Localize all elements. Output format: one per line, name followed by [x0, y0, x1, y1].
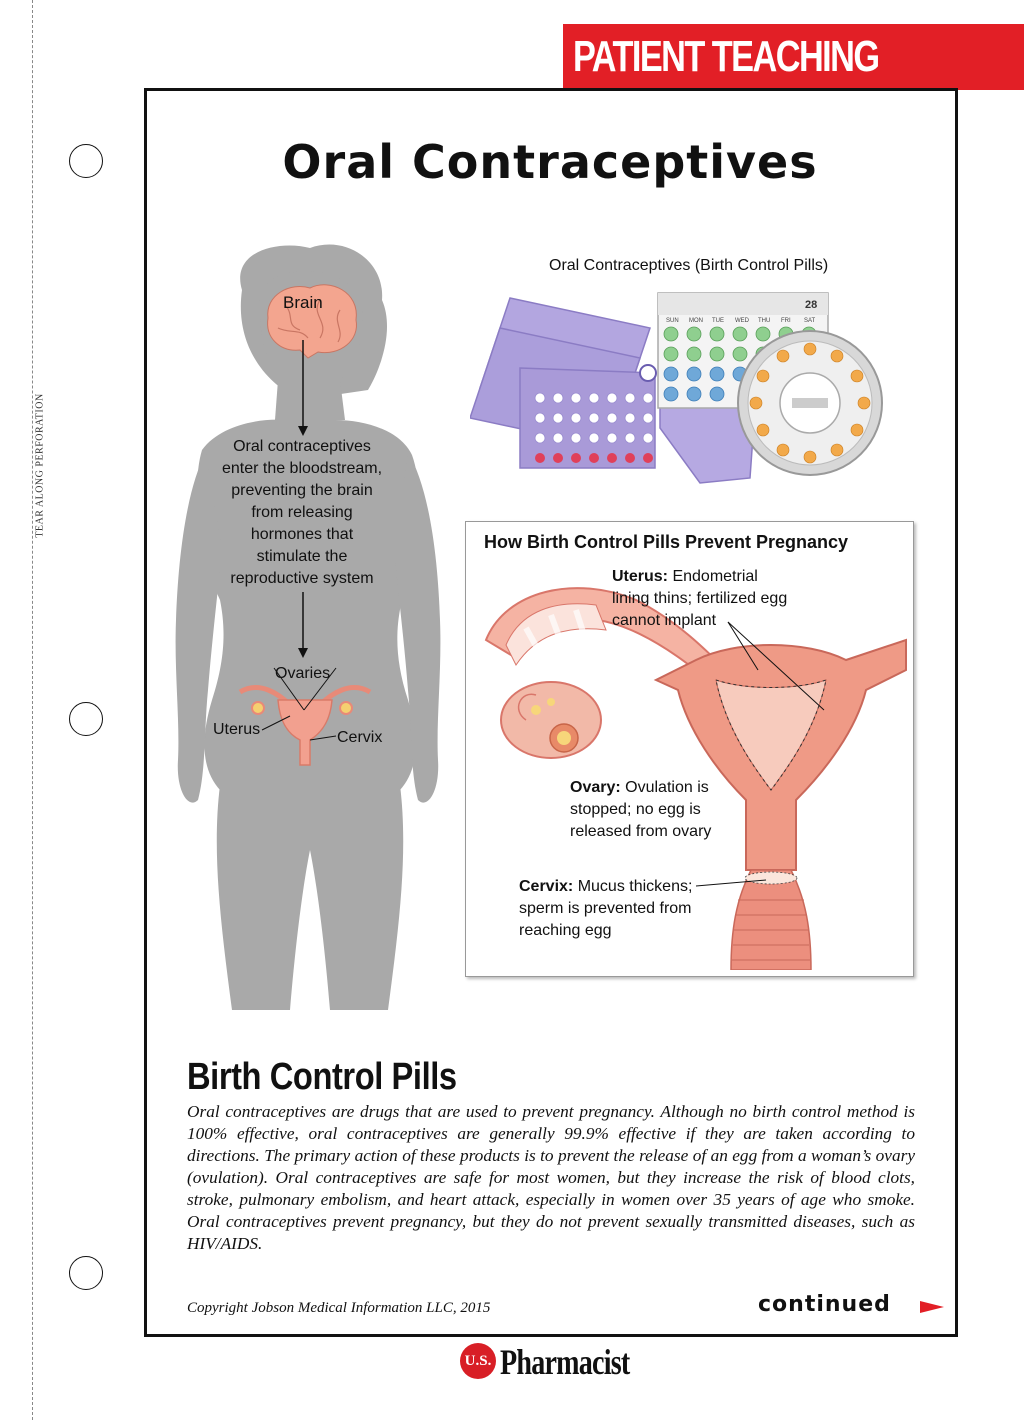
ovary-graphic: [501, 682, 601, 758]
legs-silhouette: [217, 785, 403, 1010]
page-title: Oral Contraceptives: [282, 135, 818, 189]
svg-text:TUE: TUE: [712, 318, 724, 324]
uterus-effect-text: Endometrial lining thins; fertilized egg cannot implant: [612, 568, 788, 629]
uterus-effect-label: [612, 566, 842, 632]
continued-arrow-icon: [920, 1300, 944, 1314]
uterus-term: Uterus:: [612, 568, 669, 585]
uterus-label: Uterus: [213, 721, 261, 738]
banner-text: PATIENT TEACHING: [573, 32, 879, 81]
body-silhouette-illustration: [150, 230, 480, 1010]
cervix-effect-text: Mucus thickens; sperm is prevented from reaching egg: [519, 878, 693, 939]
ovary-effect-text: Ovulation is stopped; no egg is released from ovary: [570, 779, 712, 840]
pill-packs-illustration: [470, 278, 890, 488]
pack-count-label: 28: [805, 299, 818, 311]
copyright-notice: Copyright Jobson Medical Information LLC, 2015: [187, 1300, 491, 1316]
cervix-term: Cervix:: [519, 878, 574, 895]
svg-text:THU: THU: [758, 318, 771, 324]
patient-teaching-aid-banner: [563, 24, 1024, 90]
svg-text:FRI: FRI: [781, 318, 791, 324]
svg-text:MON: MON: [689, 318, 703, 324]
binder-hole-bottom: [69, 1256, 103, 1290]
logo-wordmark: Pharmacist: [500, 1342, 630, 1382]
svg-text:WED: WED: [735, 318, 749, 324]
continued-label: continued: [758, 1292, 891, 1317]
neck-silhouette: [275, 380, 345, 420]
perforation-line: [32, 0, 33, 1420]
vaginal-canal-graphic: [731, 870, 811, 970]
section-heading: Birth Control Pills: [187, 1056, 457, 1098]
brain-label: Brain: [283, 293, 323, 312]
pills-caption: Oral Contraceptives (Birth Control Pills): [549, 257, 829, 274]
tear-along-perforation-text: TEAR ALONG PERFORATION: [34, 393, 46, 538]
bloodstream-explanation: Oral contraceptives enter the bloodstream, preventing the brain from releasing hormones that stimulate the reproductive system: [221, 438, 383, 587]
ovaries-label: Ovaries: [275, 665, 331, 682]
dial-pill-pack: [738, 331, 882, 475]
cervix-label: Cervix: [337, 729, 383, 746]
svg-text:SAT: SAT: [804, 318, 816, 324]
inset-title: How Birth Control Pills Prevent Pregnancy: [484, 532, 849, 552]
logo-us-badge: U.S.: [460, 1343, 496, 1379]
ovary-term: Ovary:: [570, 779, 621, 796]
binder-hole-middle: [69, 702, 103, 736]
cervix-effect-label: [519, 876, 739, 942]
svg-text:SUN: SUN: [666, 318, 679, 324]
section-body-text: Oral contraceptives are drugs that are used to prevent pregnancy. Although no birth control method is 100% effective, oral contraceptives are generally 99.9% effective if they are taken according to directions. The primary action of these products is to prevent the release of an egg from a woman’s ovary (ovulation). Oral contraceptives are safe for most women, but they increase the risk of blood clots, stroke, pulmonary embolism, and heart attack, especially in women over 35 years of age who smoke. Oral contraceptives prevent pregnancy, but they do not prevent sexually transmitted diseases, such as HIV/AIDS.: [187, 1102, 915, 1253]
ovary-effect-label: [570, 777, 770, 843]
